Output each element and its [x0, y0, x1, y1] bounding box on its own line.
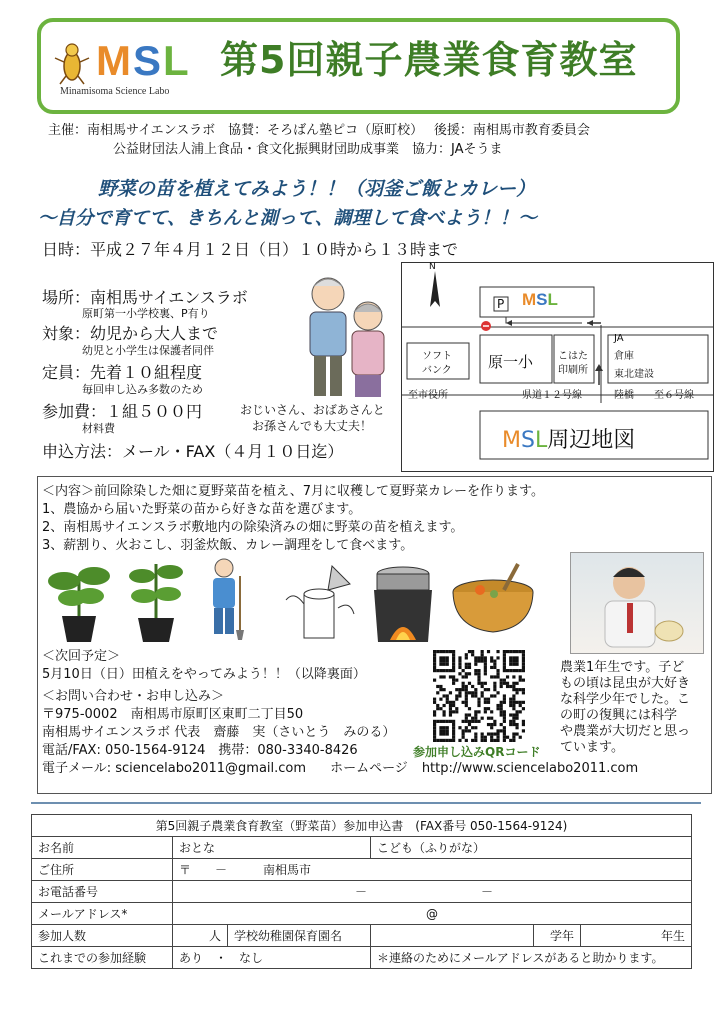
kamado-stove-illustration [368, 560, 438, 644]
event-target: 対象：幼児から大人まで [42, 324, 219, 343]
content-heading: ＜内容＞前回除染した畑に夏野菜苗を植え、7月に収穫して夏野菜カレーを作ります。 [42, 484, 545, 499]
elderly-caption-1: おじいさん、おばあさんと [240, 403, 385, 417]
map-route6: 至６号線 [654, 390, 694, 401]
experience-label: これまでの参加経験 [32, 947, 173, 969]
bio-line-6: ています。 [560, 740, 624, 755]
representative-photo [570, 552, 704, 654]
experience-options[interactable]: あり ・ なし [173, 947, 371, 969]
map-school: 原一小 [488, 353, 534, 371]
event-fee-note: 材料費 [82, 422, 115, 435]
map-title [502, 423, 635, 454]
msl-logo [96, 37, 191, 84]
map-bridge: 陸橋 [614, 390, 634, 401]
seedling-illustration-2 [124, 556, 188, 644]
map-title-s: S [520, 428, 535, 453]
map-route12: 県道１２号線 [522, 390, 582, 401]
event-fee: 参加費：１組５００円 [42, 402, 203, 421]
homepage-label: ホームページ [330, 761, 408, 776]
logo-letter-s: S [133, 37, 164, 84]
grandparents-illustration [292, 268, 396, 402]
grade-label: 学年 [534, 925, 581, 947]
child-name-field[interactable]: こども（ふりがな） [371, 837, 692, 859]
event-datetime: 日時：平成２７年４月１２日（日）１０時から１３時まで [42, 240, 459, 259]
map-title-l: L [534, 428, 548, 453]
count-label: 参加人数 [32, 925, 173, 947]
qr-code[interactable] [433, 650, 525, 742]
contact-address: 〒975-0002 南相馬市原町区東町二丁目50 [42, 707, 304, 722]
contact-phone: 電話/FAX: 050-1564-9124 携帯：080-3340-8426 [42, 743, 358, 758]
adult-name-field[interactable]: おとな [173, 837, 371, 859]
event-apply-method: 申込方法：メール・FAX（４月１０日迄） [42, 442, 344, 461]
map-ja-2: 倉庫 [614, 351, 634, 362]
bio-line-2: もの頃は昆虫が大好き [560, 676, 691, 691]
contact-email-row [42, 761, 638, 777]
email-form-label: メールアドレス* [32, 903, 173, 925]
map-softbank-1: ソフト [422, 351, 452, 362]
sponsors-line-1: 主催：南相馬サイエンスラボ 協賛：そろばん塾ピコ（原町校） 後援：南相馬市教育委員会 [48, 123, 590, 138]
map-ja-1: JA [614, 333, 624, 344]
page-title: 第5回親子農業食育教室 [220, 38, 638, 82]
wood-splitting-illustration [280, 560, 358, 642]
address-label: ご住所 [32, 859, 173, 881]
form-title: 第5回親子農業食育教室（野菜苗）参加申込書 (FAX番号 050-1564-9124) [32, 815, 692, 837]
event-target-note: 幼児と小学生は保護者同伴 [82, 344, 214, 357]
curry-pot-illustration [446, 562, 540, 638]
area-map [401, 262, 714, 472]
phone-dash-1: － [355, 885, 368, 899]
event-place-note: 原町第一小学校裏、P有り [82, 307, 210, 320]
map-softbank-2: バンク [422, 365, 452, 376]
content-item-2: 2、南相馬サイエンスラボ敷地内の除染済みの畑に野菜の苗を植えます。 [42, 520, 464, 535]
sponsors-line-2: 公益財団法人浦上食品・食文化振興財団助成事業 協力：JAそうま [113, 142, 503, 157]
map-north-label: N [429, 262, 436, 272]
logo-letter-m: M [96, 37, 133, 84]
event-place: 場所：南相馬サイエンスラボ [42, 288, 248, 307]
email-field[interactable]: @ [173, 903, 692, 925]
name-label: お名前 [32, 837, 173, 859]
school-field[interactable] [371, 925, 534, 947]
bio-line-3: な科学少年でした。こ [560, 692, 691, 707]
map-title-rest: 周辺地図 [547, 428, 636, 453]
school-label: 学校幼稚園保育園名 [228, 925, 371, 947]
bio-line-1: 農業1年生です。子ど [560, 660, 685, 675]
map-msl-s: S [536, 290, 548, 309]
contact-heading: ＜お問い合わせ・お申し込み＞ [42, 689, 225, 704]
map-msl-marker [522, 290, 558, 310]
farmer-illustration [204, 556, 248, 640]
email-label: 電子メール: [42, 761, 116, 776]
grade-field[interactable]: 年生 [581, 925, 692, 947]
map-kohata-2: 印刷所 [558, 365, 588, 376]
north-arrow-icon [430, 271, 440, 307]
logo-letter-l: L [163, 37, 191, 84]
content-item-1: 1、農協から届いた野菜の苗から好きな苗を選びます。 [42, 502, 362, 517]
elderly-caption-2: お孫さんでも大丈夫！ [252, 419, 373, 433]
contact-representative: 南相馬サイエンスラボ 代表 齋藤 実（さいとう みのる） [42, 725, 396, 740]
event-capacity-note: 毎回申し込み多数のため [82, 383, 203, 396]
qr-caption: 参加申し込みQRコード [413, 745, 541, 759]
event-capacity: 定員：先着１０組程度 [42, 363, 203, 382]
phone-field[interactable] [173, 881, 692, 903]
map-to-city: 至市役所 [408, 390, 448, 401]
phone-dash-2: － [481, 885, 494, 899]
seedling-illustration-1 [44, 556, 114, 644]
email-link[interactable]: sciencelabo2011@gmail.com [115, 761, 307, 776]
phone-label: お電話番号 [32, 881, 173, 903]
application-form [31, 814, 692, 969]
map-msl-m: M [522, 290, 537, 309]
map-parking: P [497, 297, 505, 311]
bio-line-4: の町の復興には科学 [560, 708, 678, 723]
address-field[interactable]: 〒 － 南相馬市 [173, 859, 692, 881]
logo-subtitle: Minamisoma Science Labo [60, 86, 170, 97]
homepage-link[interactable]: http://www.sciencelabo2011.com [421, 761, 639, 776]
section-divider [31, 802, 701, 804]
subtitle-line-2: 〜自分で育てて、きちんと測って、調理して食べよう！！〜 [38, 208, 537, 229]
bio-line-5: や農業が大切だと思っ [560, 724, 691, 739]
next-plan-text: 5月10日（日）田植えをやってみよう！！（以降裏面） [42, 667, 366, 682]
map-title-m: M [502, 428, 521, 453]
map-msl-l: L [547, 290, 558, 309]
email-note: ＊連絡のためにメールアドレスがあると助かります。 [371, 947, 692, 969]
map-kohata-1: こはた [558, 351, 588, 362]
map-tohoku: 東北建設 [614, 369, 654, 380]
subtitle-line-1: 野菜の苗を植えてみよう！！（羽釜ご飯とカレー） [98, 178, 536, 200]
mascot-logo-icon [52, 40, 92, 86]
next-plan-heading: ＜次回予定＞ [42, 649, 121, 664]
content-item-3: 3、薪割り、火おこし、羽釜炊飯、カレー調理をして食べます。 [42, 538, 414, 553]
count-field[interactable]: 人 [173, 925, 228, 947]
